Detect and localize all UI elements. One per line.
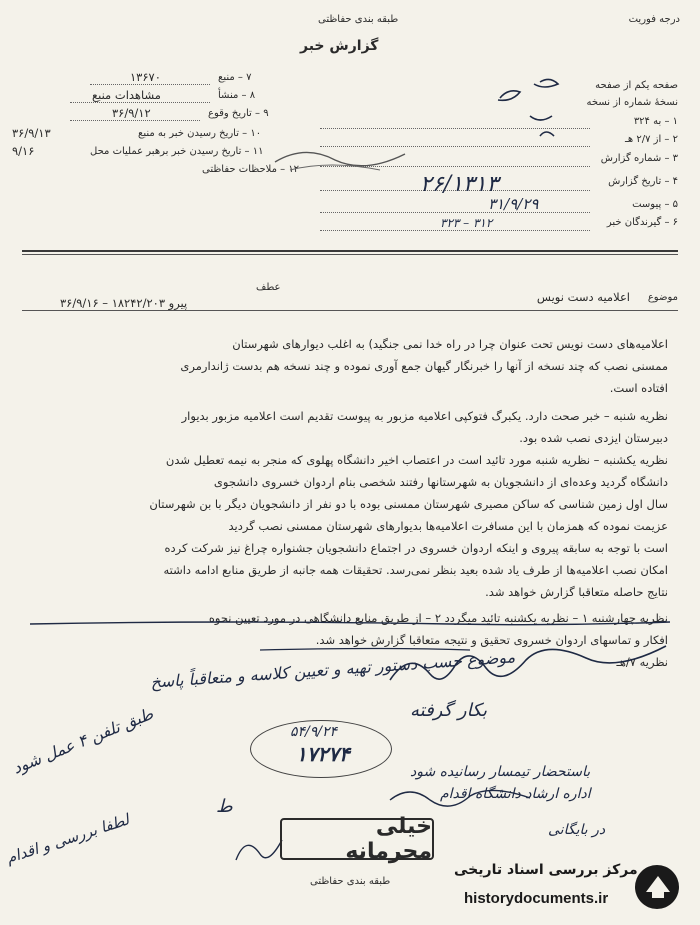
field-from: ۲ – از ۲/۷ هـ xyxy=(624,134,678,145)
header-scribble-icon xyxy=(390,70,590,270)
body-line-8: سال اول زمین شناسی که ساکن مصیری شهرستان ممسنی بوده با دو نفر از دانشجویان دیگر با بن شهرستان xyxy=(149,497,668,511)
field-report-date: ۴ – تاریخ گزارش xyxy=(608,176,678,187)
margin-note: طبق تلفن ۴ عمل شود xyxy=(10,703,156,778)
paraph-mark: ط xyxy=(216,796,233,817)
archive-logo-icon xyxy=(632,862,682,912)
body-line-9: عزیمت نموده که همزمان با این مسافرت اعلامیه‌ها بدیوارهای شهرستان ممسنی نصب گردید xyxy=(228,519,668,533)
field-received-leader-value: ۹/۱۶ xyxy=(12,144,35,158)
annotation-note-5: در بایگانی xyxy=(548,822,606,838)
body-line-11: امکان نصب اعلامیه‌ها از طرف یاد شده بعید بنظر نمی‌رسد. تحقیقات همه جانبه از طریق منابع ادامه داشته xyxy=(163,563,668,577)
field-security-notes: ۱۲ – ملاحظات حفاظتی xyxy=(202,164,300,175)
body-line-15: نظریه ۷/هـ xyxy=(616,655,668,669)
header-stamp-scribble-icon xyxy=(270,140,410,180)
stamp-number: ۱۷۲۷۴ xyxy=(296,742,350,766)
annotation-note-1: موضوع حسب دستور تهیه و تعیین کلاسه و متعاقباً پاسخ xyxy=(149,647,516,692)
field-received-source-value: ۳۶/۹/۱۳ xyxy=(12,126,51,140)
field-origin-value: مشاهدات منبع xyxy=(92,88,161,102)
annotation-note-3: باستحضار تیمسار رسانیده شود xyxy=(410,764,591,780)
field-to: ۱ – به ۳۲۴ xyxy=(633,116,678,127)
field-occurrence-date-value: ۳۶/۹/۱۲ xyxy=(112,106,151,120)
body-line-5: دبیرستان ایزدی نصب شده بود. xyxy=(519,431,668,445)
field-origin: ۸ – منشأ xyxy=(218,90,256,101)
field-received-leader: ۱۱ – تاریخ رسیدن خبر برهبر عملیات محل xyxy=(90,146,264,157)
watermark-title: مرکز بررسی اسناد تاریخی xyxy=(454,862,638,878)
subject-label: موضوع xyxy=(647,292,678,303)
hw-recipients: ۳۱۲ – ۳۲۳ xyxy=(440,216,493,230)
reference-label: عطف xyxy=(256,282,281,293)
field-source-value: ۱۳۶۷۰ xyxy=(130,70,161,84)
page-line: صفحه یکم از صفحه xyxy=(595,80,678,91)
field-recipients: ۶ – گیرندگان خبر xyxy=(606,217,678,228)
annotation-note-2: بکار گرفته xyxy=(410,700,488,721)
report-title: گزارش خبر xyxy=(300,38,379,54)
classification-top: طبقه بندی حفاظتی xyxy=(318,14,399,25)
annotation-note-4: اداره ارشاد دانشگاه اقدام xyxy=(440,786,591,802)
field-source: ۷ – منبع xyxy=(218,72,252,83)
body-line-3: افتاده است. xyxy=(609,381,668,395)
field-report-number: ۳ – شماره گزارش xyxy=(600,153,678,164)
body-line-12: نتایج حاصله متعاقبا گزارش خواهد شد. xyxy=(485,585,668,599)
hw-report-number: ۲۶/۱۳۱۳ xyxy=(420,172,499,197)
watermark-url: historydocuments.ir xyxy=(464,890,609,907)
header-divider xyxy=(22,250,678,252)
body-line-10: است با توجه به سابقه پیروی و اینکه اردوان خسروی در اجتماع دانشجویان جشنواره چراغ نیز شرکت کرده xyxy=(164,541,668,555)
body-line-14: افکار و تماسهای اردوان خسروی تحقیق و نتیجه متعاقبا گزارش خواهد شد. xyxy=(315,633,668,647)
body-line-7: دانشگاه گردید وعده‌ای از دانشجویان به شهرستانها رفتند شخصی بنام اردوان خسروی دانشجوی xyxy=(213,475,668,489)
reference-value: پیرو ۱۸۲۴۲/۲۰۳ – ۳۶/۹/۱۶ xyxy=(60,296,188,310)
body-line-1: اعلامیه‌های دست نویس تحت عنوان چرا در راه خدا نمی جنگید) به اغلب دیوارهای شهرستان xyxy=(232,337,668,351)
subject-value: اعلامیه دست نویس xyxy=(536,290,630,304)
stamp-date: ۵۴/۹/۲۴ xyxy=(290,724,338,740)
signature-scribble-icon xyxy=(380,640,680,700)
priority-label: درجه فوریت xyxy=(628,14,680,25)
body-line-4: نظریه شنبه – خبر صحت دارد. یکبرگ فتوکپی اعلامیه مزبور به پیوست تقدیم است اعلامیه مزبور بدیوار xyxy=(181,409,668,423)
body-line-6: نظریه یکشنبه – نظریه شنبه مورد تائید است در اعتصاب اخیر دانشگاه پهلوی که منجر به نیمه تعطیل شدن xyxy=(165,453,668,467)
body-line-2: ممسنی نصب که چند نسخه از آنها را خبرنگار گیهان جمع آوری نموده و چند نسخه هم بدست ژاندارمری xyxy=(180,359,668,373)
field-occurrence-date: ۹ – تاریخ وقوع xyxy=(208,108,269,119)
hw-report-date: ۳۱/۹/۲۹ xyxy=(488,195,539,213)
body-line-13: نظریه چهارشنبه ۱ – نظریه یکشنبه تائید میگردد ۲ – از طریق منابع دانشگاهی در مورد تعیین نحوه xyxy=(208,611,668,625)
field-attachment: ۵ – پیوست xyxy=(632,199,678,210)
top-secret-stamp xyxy=(280,814,434,864)
margin-note-2: لطفا بررسی و اقدام xyxy=(4,810,132,868)
field-received-source: ۱۰ – تاریخ رسیدن خبر به منبع xyxy=(138,128,262,139)
top-secret-stamp-text: خیلی محرمانه xyxy=(345,814,432,864)
copy-line: نسخهٔ شماره از نسخه xyxy=(586,97,678,108)
classification-bottom: طبقه بندی حفاظتی xyxy=(310,876,391,887)
